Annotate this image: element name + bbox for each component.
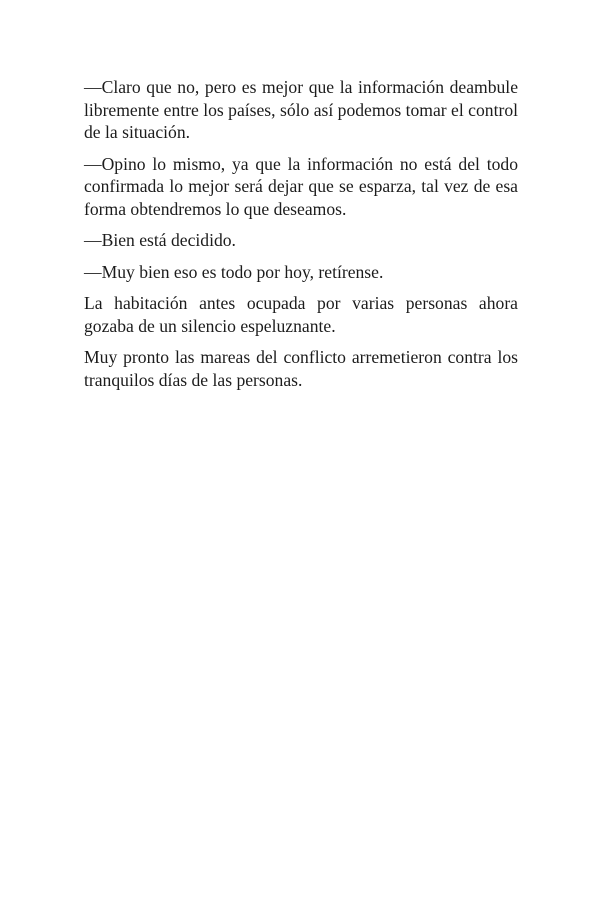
paragraph-narration-1: La habitación antes ocupada por varias personas ahora gozaba de un silencio espeluznante. — [84, 293, 518, 336]
document-page — [84, 76, 518, 400]
paragraph-dialogue-1: —Claro que no, pero es mejor que la información deambule libremente entre los países, sólo así podemos tomar el control de la situación. — [84, 77, 518, 142]
paragraph-dialogue-3: —Bien está decidido. — [84, 230, 236, 250]
paragraph-narration-2: Muy pronto las mareas del conflicto arremetieron contra los tranquilos días de las personas. — [84, 347, 518, 390]
paragraph-dialogue-2: —Opino lo mismo, ya que la información no está del todo confirmada lo mejor será dejar que se esparza, tal vez de esa forma obtendremos lo que deseamos. — [84, 153, 518, 219]
paragraph-dialogue-4: —Muy bien eso es todo por hoy, retírense. — [84, 261, 384, 282]
